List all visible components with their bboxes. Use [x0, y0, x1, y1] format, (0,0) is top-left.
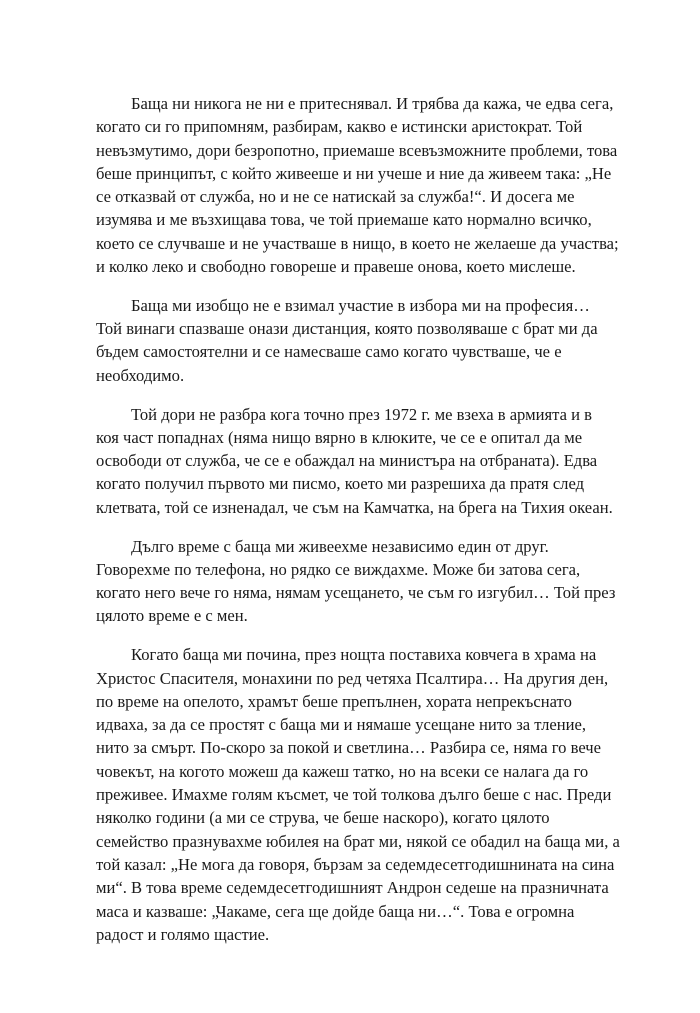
text-line: Баща ни никога не ни е притеснявал. И трябва да кажа, че едва сега,	[131, 94, 614, 113]
text-line: когато него вече го няма, нямам усещането, че съм го изгубил… Той през	[96, 583, 616, 603]
text-line: семейство празнувахме юбилея на брат ми, някой се обадил на баща ми, а	[96, 831, 620, 851]
paragraph	[96, 535, 616, 628]
document-body	[96, 92, 620, 962]
text-line: преживее. Имахме голям късмет, че той толкова дълго беше с нас. Преди	[96, 785, 612, 805]
text-line: цялото време е с мен.	[96, 606, 248, 626]
text-line: необходимо.	[96, 365, 185, 385]
text-line: идваха, за да се простят с баща ми и нямаше усещане нито за тление,	[96, 715, 587, 735]
text-line: изумява и ме възхищава това, че той приемаше като нормално всичко,	[96, 210, 592, 230]
text-line: клетвата, той се изненадал, че съм на Камчатка, на брега на Тихия океан.	[96, 497, 613, 517]
text-line: по време на опелото, храмът беше препълнен, хората непрекъснато	[96, 691, 572, 711]
text-line: човекът, на когото можеш да кажеш татко, но на всеки се налага да го	[96, 761, 589, 781]
paragraph	[96, 643, 620, 946]
text-line: Баща ми изобщо не е взимал участие в избора ми на професия…	[131, 295, 590, 315]
text-line: Той винаги спазваше онази дистанция, която позволяваше с брат ми да	[96, 319, 598, 339]
text-line: беше принципът, с който живееше и ни учеше и ние да живеем така: „Не	[96, 163, 612, 183]
text-line: Говорехме по телефона, но рядко се виждахме. Може би затова сега,	[96, 559, 581, 579]
text-line: радост и голямо щастие.	[96, 924, 270, 944]
text-line: нито за смърт. По-скоро за покой и светлина… Разбира се, няма го вече	[96, 738, 601, 758]
text-line: когато получил първото ми писмо, което ми разрешиха да пратя след	[96, 474, 585, 494]
text-line: той казал: „Не мога да говоря, бързам за седемдесетгодишнината на сина	[96, 854, 615, 874]
text-line: Дълго време с баща ми живеехме независимо един от друг.	[131, 536, 549, 556]
text-line: което се случваше и не участваше в нищо, в което не желаеше да участва;	[96, 233, 619, 253]
text-line: и колко леко и свободно говореше и правеше онова, което мислеше.	[96, 257, 576, 277]
text-line: маса и казваше: „Чакаме, сега ще дойде баща ни…“. Това е огромна	[96, 901, 575, 921]
paragraph	[96, 92, 619, 278]
text-line: няколко години (а ми се струва, че беше наскоро), когато цялото	[96, 808, 550, 828]
text-line: бъдем самостоятелни и се намесваше само когато чувстваше, че е	[96, 342, 562, 362]
text-line: Христос Спасителя, монахини по ред четяха Псалтира… На другия ден,	[96, 668, 609, 688]
text-line: освободи от служба, че се е обаждал на министъра на отбраната). Едва	[96, 451, 598, 471]
paragraph	[96, 403, 611, 519]
text-line: ми“. В това време седемдесетгодишният Андрон седеше на празничната	[96, 878, 609, 898]
text-line: Той дори не разбра кога точно през 1972 г. ме взеха в армията и в	[131, 404, 592, 424]
text-line: Когато баща ми почина, през нощта поставиха ковчега в храма на	[131, 645, 597, 665]
text-line: невъзмутимо, дори безропотно, приемаше всевъзможните проблеми, това	[96, 140, 618, 160]
text-line: се отказвай от служба, но и не се натискай за служба!“. И досега ме	[96, 187, 575, 207]
paragraph	[96, 294, 611, 387]
text-line: коя част попаднах (няма нищо вярно в клюките, че се е опитал да ме	[96, 427, 583, 447]
text-line: когато си го припомням, разбирам, какво е истински аристократ. Той	[96, 117, 583, 137]
